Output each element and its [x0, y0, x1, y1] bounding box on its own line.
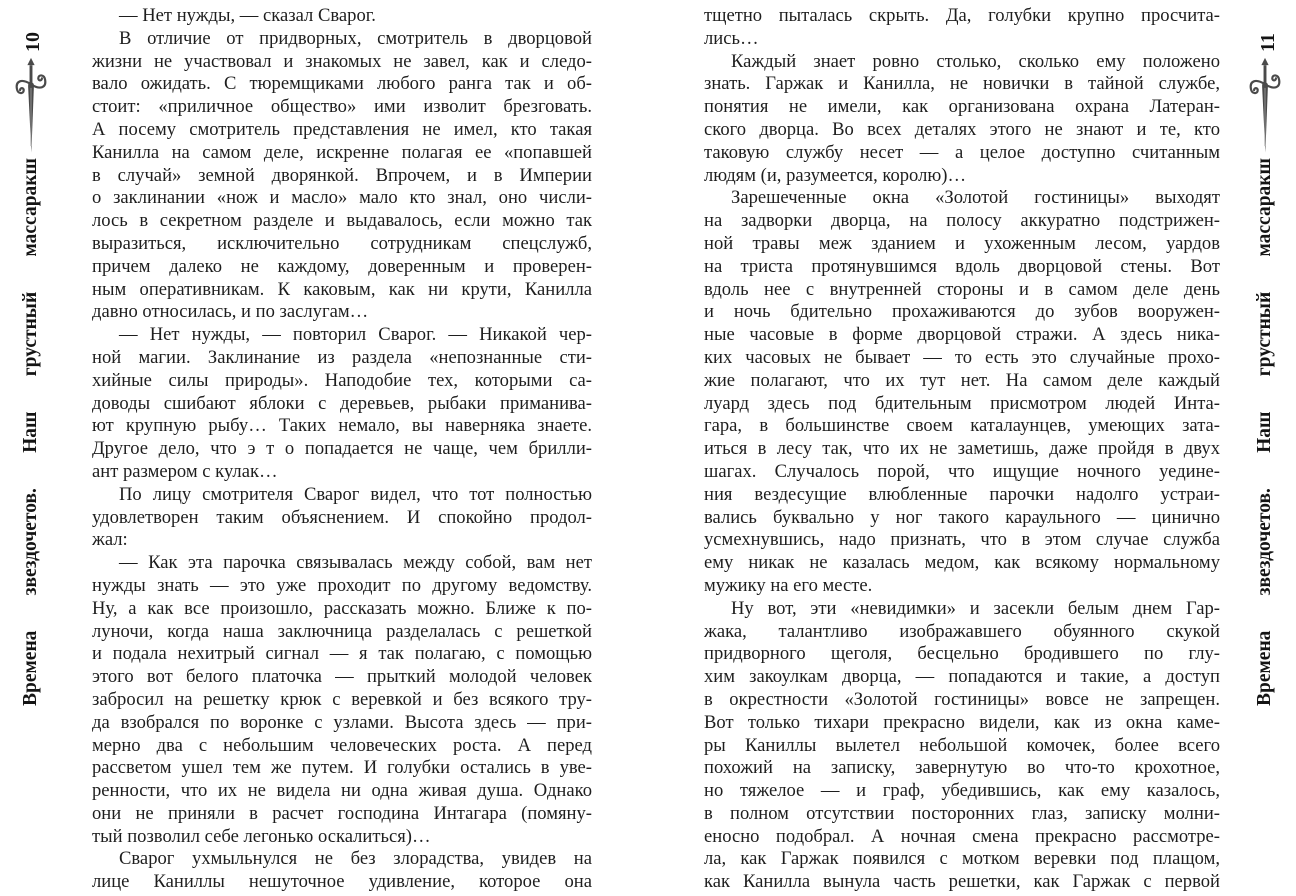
running-title-right: Времена звездочетов. Наш грустный массаракш: [1254, 158, 1275, 706]
text-line: да взобрался по воронке с узлами. Высота здесь — при-: [92, 711, 592, 733]
page-number-left: 10: [22, 32, 44, 52]
text-line: Ну, а как все произошло, рассказать можно. Ближе к по-: [92, 597, 592, 619]
text-line: и подала нехитрый сигнал — я так полагаю, с помощью: [92, 643, 592, 665]
text-line: нужды знать — это уже проходит по другому ведомству.: [92, 574, 592, 596]
text-line: хим закоулкам дворца, — попадаются и такие, а доступ: [704, 666, 1220, 688]
text-line: лице Каниллы нешуточное удивление, которое она: [92, 871, 592, 893]
text-line: и ночь бдительно прохаживаются до зубов вооружен-: [704, 301, 1220, 323]
text-line: ла, как Гаржак появился с мотком веревки под плащом,: [704, 848, 1220, 870]
text-line: ют крупную рыбу… Таких немало, вы наверняка знаете.: [92, 415, 592, 437]
page-number-right: 11: [1257, 33, 1279, 52]
text-line: знать. Гаржак и Канилла, не новички в тайной службе,: [704, 73, 1220, 95]
text-line: ренности, что их не видела ни одна живая душа. Однако: [92, 780, 592, 802]
text-line: жизни не участвовал и знакомых не завел, как и следо-: [92, 50, 592, 72]
text-line: А посему смотритель представления не имел, кто такая: [92, 118, 592, 140]
text-line: Каждый знает ровно столько, сколько ему положено: [731, 50, 1220, 72]
text-line: но тяжелое — и граф, убедившись, как ему казалось,: [704, 780, 1220, 802]
text-line: ему никак не казалась медом, как всякому нормальному: [704, 552, 1220, 574]
text-line: еносно подобрал. А ночная смена прекрасно рассмотре-: [704, 825, 1220, 847]
text-line: ких часовых не бывает — то есть это случайные прохо-: [704, 346, 1220, 368]
text-line: стоит: «приличное общество» ими изволит брезговать.: [92, 96, 592, 118]
text-line: о заклинании «нож и масло» мало кто знал, оно числи-: [92, 187, 592, 209]
text-line: жие полагают, что их тут нет. На самом деле каждый: [704, 369, 1220, 391]
text-line: гара, в большинстве своем каталаунцев, умеющих зата-: [704, 415, 1220, 437]
text-line: этого вот белого платочка — прыткий молодой человек: [92, 666, 592, 688]
text-line: Вот только тихари прекрасно видели, как из окна каме-: [704, 711, 1220, 733]
text-line: шагах. Случалось порой, что ищущие ночного уедине-: [704, 460, 1220, 482]
text-line: ского дворца. Во всех деталях этого не знают и те, кто: [704, 118, 1220, 140]
text-line: понятия не имели, как организована охрана Латеран-: [704, 96, 1220, 118]
page-right-text: [704, 5, 1220, 894]
text-line: они не приняли в расчет господина Интагара (помяну-: [92, 802, 592, 824]
text-line: удовлетворен таким объяснением. И спокойно продол-: [92, 506, 592, 528]
text-line: Ну вот, эти «невидимки» и засекли белым днем Гар-: [731, 597, 1220, 619]
text-line: ной травы меж зданием и ухоженным лесом, уардов: [704, 232, 1220, 254]
text-line: лось в секретном разделе и выдавалось, если можно так: [92, 210, 592, 232]
dagger-icon: [12, 57, 50, 157]
text-line: иться в лесу так, что их не заметишь, даже пройдя в двух: [704, 438, 1220, 460]
text-line: на задворки дворца, на полосу аккуратно подстрижен-: [704, 210, 1220, 232]
text-line: ния вездесущие влюбленные парочки надолго устраи-: [704, 483, 1220, 505]
text-line: жал:: [92, 529, 128, 551]
text-line: ры Каниллы вылетел небольшой комочек, более всего: [704, 734, 1220, 756]
text-line: придворного щеголя, бесцельно бродившего по глу-: [704, 643, 1220, 665]
text-line: Канилла на самом деле, искренне полагая ее «попавшей: [92, 141, 592, 163]
text-line: рассветом ушел тем же путем. И голубки остались в уве-: [92, 757, 592, 779]
text-line: ным оперативникам. К каковым, как ни крути, Канилла: [92, 278, 592, 300]
text-line: как Канилла вынула часть решетки, как Гаржак с первой: [704, 871, 1220, 893]
text-line: лись…: [704, 27, 759, 49]
text-line: в окрестности «Золотой гостиницы» вовсе не запрещен.: [704, 688, 1220, 710]
text-line: хийные силы природы». Наподобие тех, которыми са-: [92, 369, 592, 391]
text-line: выразиться, исключительно сотрудникам спецслужб,: [92, 232, 592, 254]
text-line: в полном отсутствии посторонних глаз, записку молни-: [704, 802, 1220, 824]
text-line: — Нет нужды, — повторил Сварог. — Никакой чер-: [119, 324, 592, 346]
text-line: По лицу смотрителя Сварог видел, что тот полностью: [119, 483, 592, 505]
text-line: ные часовые в форме дворцовой стражи. А здесь ника-: [704, 324, 1220, 346]
text-line: мерно два с небольшим человеческих роста. А перед: [92, 734, 592, 756]
text-line: вались буквально у ног такого караульного — цинично: [704, 506, 1220, 528]
text-line: Зарешеченные окна «Золотой гостиницы» выходят: [731, 187, 1220, 209]
text-line: жака, талантливо изображавшего обуянного скукой: [704, 620, 1220, 642]
text-line: на триста протянувшимся вдоль дворцовой стены. Вот: [704, 255, 1220, 277]
text-line: людям (и, разумеется, королю)…: [704, 164, 967, 186]
text-line: усмехнувшись, надо признать, что в этом случае служба: [704, 529, 1220, 551]
text-line: доводы сшибают яблоки с деревьев, рыбаки приманива-: [92, 392, 592, 414]
text-line: вало ожидать. С тюремщиками любого ранга так и об-: [92, 73, 592, 95]
text-line: Сварог ухмыльнулся не без злорадства, увидев на: [119, 848, 592, 870]
dagger-icon: [1246, 57, 1284, 157]
text-line: причем далеко не каждому, доверенным и проверен-: [92, 255, 592, 277]
running-title-left: Времена звездочетов. Наш грустный массаракш: [20, 158, 41, 706]
text-line: таковую службу несет — а целое доступно считанным: [704, 141, 1220, 163]
text-line: ант размером с кулак…: [92, 460, 278, 482]
text-line: ной магии. Заклинание из раздела «непознанные сти-: [92, 346, 592, 368]
text-line: в случай» земной дворянкой. Впрочем, и в Империи: [92, 164, 592, 186]
text-line: мужику на его месте.: [704, 574, 873, 596]
text-line: тый позволил себе легонько оскалиться)…: [92, 825, 431, 847]
text-line: В отличие от придворных, смотритель в дворцовой: [119, 27, 592, 49]
page-left-text: [92, 5, 592, 894]
text-line: тщетно пыталась скрыть. Да, голубки крупно просчита-: [704, 5, 1220, 26]
text-line: Другое дело, что э т о попадается не чаще, чем брилли-: [92, 438, 592, 460]
text-line: вдоль нее с внутренней стороны и в самом деле день: [704, 278, 1220, 300]
text-line: — Нет нужды, — сказал Сварог.: [119, 5, 376, 26]
text-line: луночи, когда наша заключница разделалась с решеткой: [92, 620, 592, 642]
text-line: давно относилась, и по заслугам…: [92, 301, 369, 323]
text-line: — Как эта парочка связывалась между собой, вам нет: [119, 552, 592, 574]
text-line: забросил на решетку крюк с веревкой и без всякого тру-: [92, 688, 592, 710]
text-line: луард здесь под бдительным присмотром людей Инта-: [704, 392, 1220, 414]
text-line: похожий на записку, завернутую во что-то крохотное,: [704, 757, 1220, 779]
